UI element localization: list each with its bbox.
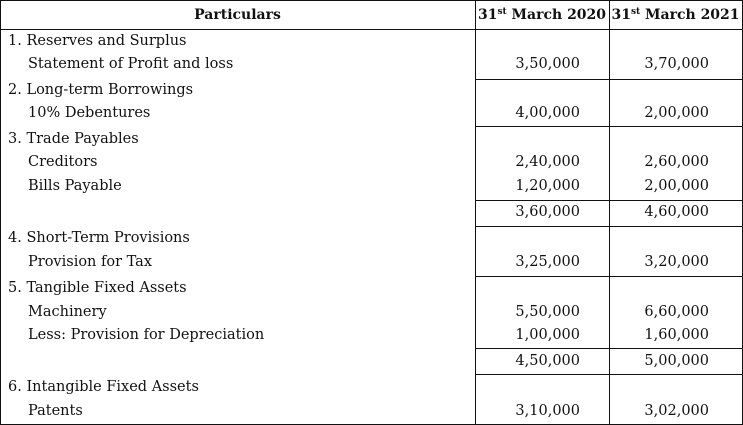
row-label-tangible-assets-heading: 5. Tangible Fixed Assets [8, 280, 187, 296]
value-2021-debentures: 2,00,000 [644, 105, 709, 121]
table-top-border [0, 0, 743, 1]
section-line [475, 126, 743, 127]
row-label-creditors: Creditors [28, 154, 98, 170]
row-label-machinery: Machinery [28, 304, 107, 320]
value-2021-bills-payable: 2,00,000 [644, 178, 709, 194]
value-2021-patents: 3,02,000 [644, 403, 709, 419]
row-label-reserves-heading: 1. Reserves and Surplus [8, 33, 187, 49]
value-2021-machinery: 6,60,000 [644, 304, 709, 320]
header-2020: 31st March 2020 [477, 7, 607, 23]
row-label-borrowings-heading: 2. Long-term Borrowings [8, 82, 194, 98]
value-2020-depreciation: 1,00,000 [515, 327, 580, 343]
header-particulars: Particulars [194, 7, 281, 23]
value-2021-creditors: 2,60,000 [644, 154, 709, 170]
value-2020-patents: 3,10,000 [515, 403, 580, 419]
subtotal-2020-tangible-assets: 4,50,000 [515, 353, 580, 369]
row-label-patents: Patents [28, 403, 83, 419]
row-label-bills-payable: Bills Payable [28, 178, 122, 194]
section-line [475, 226, 743, 227]
value-2020-profit-loss: 3,50,000 [515, 56, 580, 72]
value-2020-bills-payable: 1,20,000 [515, 178, 580, 194]
subtotal-2021-trade-payables: 4,60,000 [644, 204, 709, 220]
value-2020-machinery: 5,50,000 [515, 304, 580, 320]
section-line [475, 276, 743, 277]
subtotal-line [475, 200, 743, 201]
section-line [475, 374, 743, 375]
header-bottom-border [0, 29, 743, 30]
row-label-depreciation: Less: Provision for Depreciation [28, 327, 265, 343]
value-2021-depreciation: 1,60,000 [644, 327, 709, 343]
subtotal-2020-trade-payables: 3,60,000 [515, 204, 580, 220]
value-2020-provision-for-tax: 3,25,000 [515, 254, 580, 270]
row-label-short-term-provisions-heading: 4. Short-Term Provisions [8, 230, 190, 246]
section-line [475, 79, 743, 80]
header-2021: 31st March 2021 [611, 7, 740, 23]
row-label-provision-for-tax: Provision for Tax [28, 254, 153, 270]
left-border [0, 0, 1, 425]
row-label-trade-payables-heading: 3. Trade Payables [8, 131, 139, 147]
value-2020-debentures: 4,00,000 [515, 105, 580, 121]
value-2021-profit-loss: 3,70,000 [644, 56, 709, 72]
row-label-debentures: 10% Debentures [28, 105, 151, 121]
row-label-profit-loss: Statement of Profit and loss [28, 56, 234, 72]
subtotal-line [475, 348, 743, 349]
subtotal-2021-tangible-assets: 5,00,000 [644, 353, 709, 369]
value-2021-provision-for-tax: 3,20,000 [644, 254, 709, 270]
row-label-intangible-assets-heading: 6. Intangible Fixed Assets [8, 379, 199, 395]
value-2020-creditors: 2,40,000 [515, 154, 580, 170]
